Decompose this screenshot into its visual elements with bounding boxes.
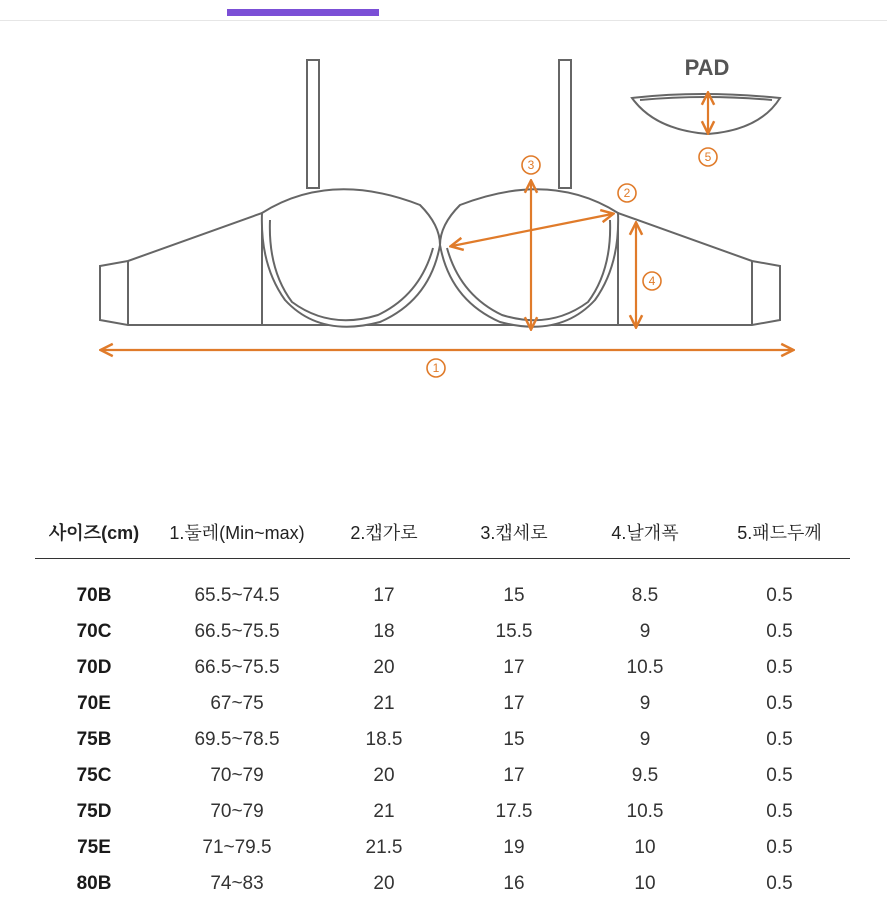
header-circumference: 1.둘레(Min~max) [169, 522, 305, 543]
active-tab-indicator[interactable] [227, 9, 379, 16]
size-cell: 75E [77, 837, 111, 858]
table-row [35, 614, 850, 650]
value-cell: 10.5 [626, 801, 664, 822]
marker-5-label: 5 [704, 150, 712, 164]
value-cell: 20 [373, 873, 395, 894]
value-cell: 9 [639, 729, 651, 750]
value-cell: 10 [634, 873, 656, 894]
value-cell: 66.5~75.5 [194, 621, 280, 642]
value-cell: 8.5 [631, 585, 659, 606]
header-pad-thickness: 5.패드두께 [737, 522, 822, 543]
value-cell: 65.5~74.5 [194, 585, 280, 606]
table-row [35, 650, 850, 686]
value-cell: 15 [503, 585, 525, 606]
value-cell: 21 [373, 801, 395, 822]
size-cell: 70B [76, 585, 112, 606]
table-row [35, 758, 850, 794]
size-cell: 75D [76, 801, 112, 822]
table-row [35, 578, 850, 614]
value-cell: 16 [503, 873, 525, 894]
value-cell: 17 [503, 693, 525, 714]
bra-outline [100, 60, 780, 327]
value-cell: 70~79 [210, 801, 264, 822]
marker-2-label: 2 [623, 186, 631, 200]
value-cell: 19 [503, 837, 525, 858]
value-cell: 9.5 [631, 765, 659, 786]
value-cell: 0.5 [766, 729, 793, 750]
diagram-svg [0, 30, 887, 430]
value-cell: 10 [634, 837, 656, 858]
value-cell: 0.5 [766, 837, 793, 858]
header-cup-height: 3.캡세로 [480, 522, 548, 543]
value-cell: 15.5 [495, 621, 533, 642]
value-cell: 17 [503, 657, 525, 678]
table-header [35, 505, 850, 559]
table-row [35, 866, 850, 902]
value-cell: 74~83 [210, 873, 264, 894]
value-cell: 0.5 [766, 693, 793, 714]
value-cell: 18.5 [365, 729, 403, 750]
value-cell: 18 [373, 621, 395, 642]
value-cell: 0.5 [766, 657, 793, 678]
value-cell: 17.5 [495, 801, 533, 822]
marker-1-label: 1 [432, 361, 440, 375]
header-cup-width: 2.캡가로 [350, 522, 418, 543]
value-cell: 9 [639, 693, 651, 714]
value-cell: 21 [373, 693, 395, 714]
value-cell: 17 [373, 585, 395, 606]
table-row [35, 686, 850, 722]
size-cell: 75C [76, 765, 112, 786]
size-cell: 70E [77, 693, 111, 714]
value-cell: 0.5 [766, 585, 793, 606]
value-cell: 0.5 [766, 873, 793, 894]
marker-4-label: 4 [648, 274, 656, 288]
value-cell: 9 [639, 621, 651, 642]
value-cell: 0.5 [766, 621, 793, 642]
value-cell: 20 [373, 657, 395, 678]
value-cell: 0.5 [766, 801, 793, 822]
size-table [35, 505, 850, 902]
value-cell: 20 [373, 765, 395, 786]
marker-3-label: 3 [527, 158, 535, 172]
value-cell: 67~75 [210, 693, 264, 714]
value-cell: 71~79.5 [202, 837, 272, 858]
pad-label: PAD [684, 55, 730, 80]
table-row [35, 722, 850, 758]
top-bar [0, 0, 887, 21]
value-cell: 66.5~75.5 [194, 657, 280, 678]
table-body [35, 559, 850, 902]
size-cell: 70C [76, 621, 112, 642]
value-cell: 70~79 [210, 765, 264, 786]
value-cell: 69.5~78.5 [194, 729, 280, 750]
size-cell: 75B [76, 729, 112, 750]
header-size: 사이즈(cm) [48, 522, 140, 543]
size-cell: 80B [76, 873, 112, 894]
header-wing-width: 4.날개폭 [611, 522, 679, 543]
size-cell: 70D [76, 657, 112, 678]
table-row [35, 794, 850, 830]
value-cell: 10.5 [626, 657, 664, 678]
value-cell: 0.5 [766, 765, 793, 786]
value-cell: 21.5 [365, 837, 403, 858]
bra-measurement-diagram [0, 30, 887, 430]
value-cell: 17 [503, 765, 525, 786]
table-row [35, 830, 850, 866]
value-cell: 15 [503, 729, 525, 750]
